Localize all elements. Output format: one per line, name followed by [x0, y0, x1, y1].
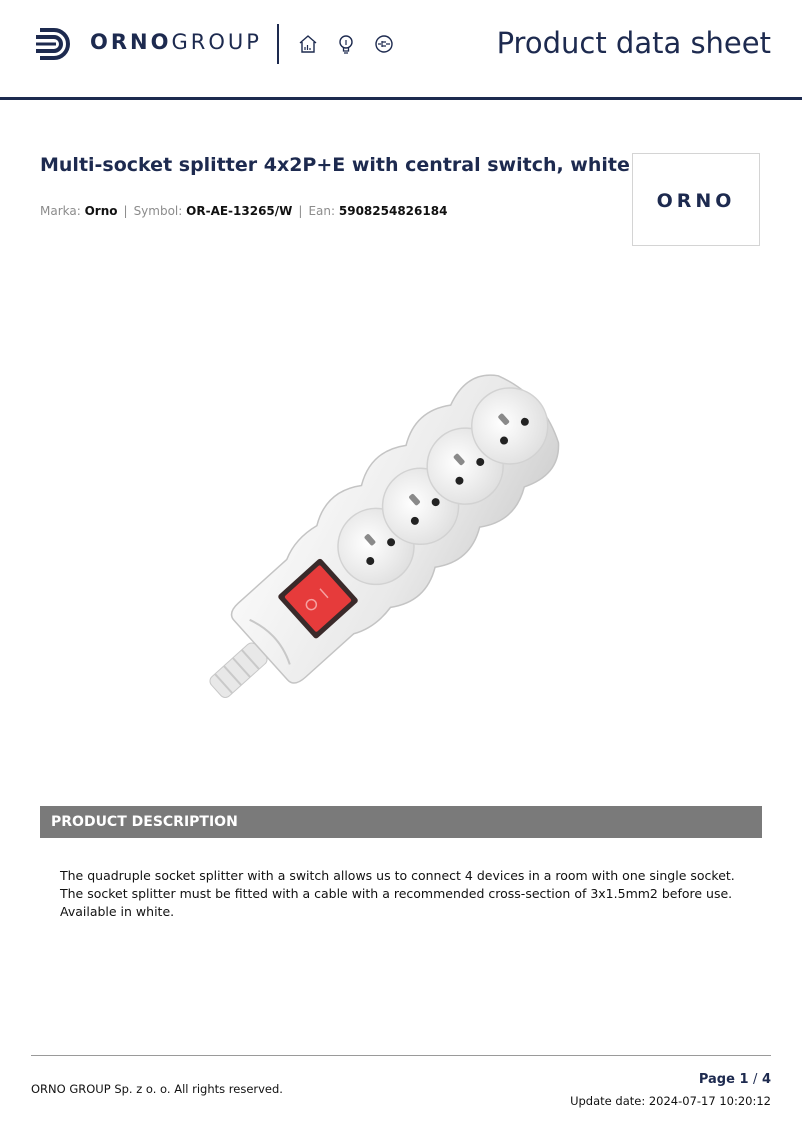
symbol-value: OR-AE-13265/W	[186, 204, 293, 218]
company-logo-text	[90, 30, 262, 54]
meta-separator: |	[123, 204, 128, 218]
product-image	[152, 268, 652, 778]
product-title: Multi-socket splitter 4x2P+E with central switch, white	[40, 154, 630, 176]
page-header	[0, 0, 802, 100]
smart-home-icon	[297, 33, 319, 55]
description-line: The socket splitter must be fitted with a cable with a recommended cross-section of 3x1.5mm2 before use.	[60, 886, 733, 901]
header-divider	[277, 24, 279, 64]
description-line: The quadruple socket splitter with a switch allows us to connect 4 devices in a room with one single socket.	[60, 868, 735, 883]
meta-separator: |	[298, 204, 303, 218]
symbol-label: Symbol:	[133, 204, 183, 218]
logo-text-bold: ORNO	[90, 30, 172, 54]
copyright-text: ORNO GROUP Sp. z o. o. All rights reserved.	[31, 1082, 283, 1096]
product-description	[60, 867, 760, 921]
brand-label: Marka:	[40, 204, 81, 218]
description-line: Available in white.	[60, 904, 175, 919]
update-date: Update date: 2024-07-17 10:20:12	[570, 1094, 771, 1108]
page-total: 4	[761, 1072, 771, 1087]
orno-logo-icon	[34, 24, 74, 64]
brand-value: Orno	[84, 204, 118, 218]
footer-rule	[31, 1055, 771, 1056]
brand-logo-text: ORNO	[656, 190, 736, 212]
bulb-icon	[335, 33, 357, 55]
logo-text-light: GROUP	[171, 30, 262, 54]
header-rule	[0, 97, 802, 100]
brand-logo-box	[632, 153, 760, 246]
section-heading-bar	[40, 806, 762, 838]
ean-label: Ean:	[308, 204, 336, 218]
page-title: Product data sheet	[496, 26, 771, 60]
page-number	[699, 1072, 771, 1087]
product-meta	[40, 204, 447, 218]
plug-icon	[373, 33, 395, 55]
page-separator: /	[753, 1072, 758, 1087]
ean-value: 5908254826184	[338, 204, 448, 218]
page-label: Page	[698, 1072, 735, 1087]
page-current: 1	[739, 1072, 749, 1087]
section-heading: PRODUCT DESCRIPTION	[51, 814, 238, 830]
